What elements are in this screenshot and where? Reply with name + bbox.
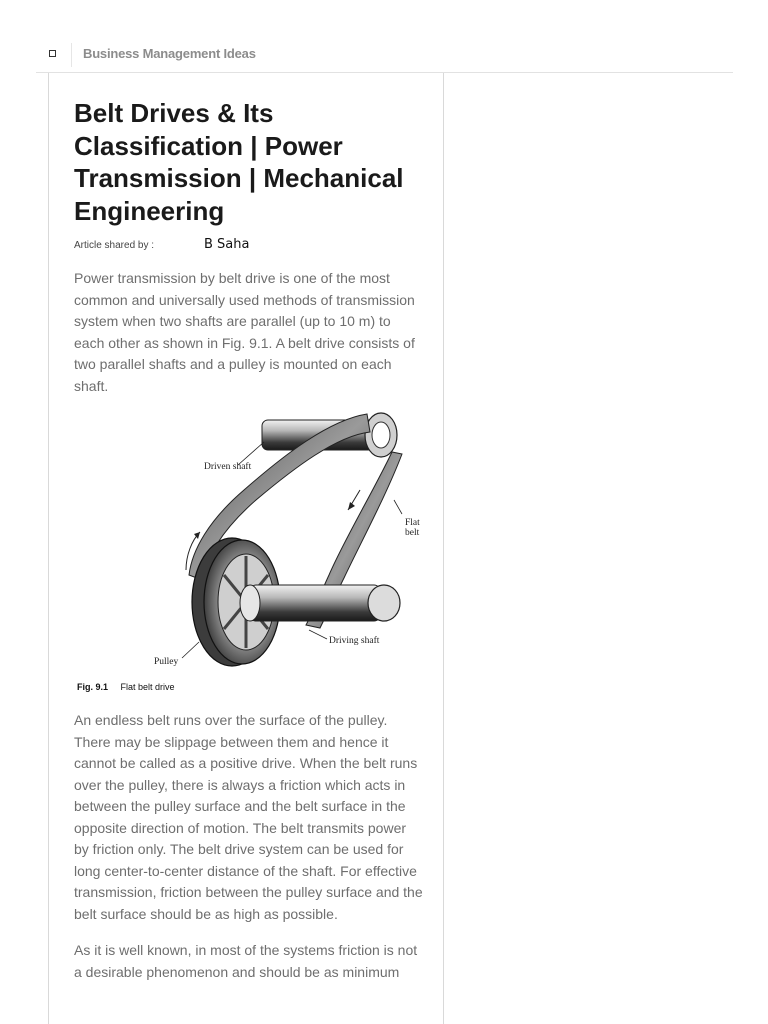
figure-caption [77,682,175,692]
menu-icon[interactable] [49,50,56,57]
article-paragraph-1: Power transmission by belt drive is one of the most common and universally used methods of transmission system when two shafts are parallel (up to 10 m) to each other as shown in Fig. 9.1. A belt drive consists of two parallel shafts and a pulley is mounted on each shaft. [74,270,415,394]
figure-belt-drive [74,410,424,700]
figure-caption-text: Flat belt drive [120,682,175,692]
label-driven-shaft: Driven shaft [204,462,252,472]
label-pulley: Pulley [154,657,179,667]
header-divider [71,43,72,67]
figure-number: Fig. 9.1 [77,682,109,692]
label-driving-shaft: Driving shaft [329,636,380,646]
article-title: Belt Drives & Its Classification | Power Transmission | Mechanical Engineering [74,98,404,226]
article-paragraph-2: An endless belt runs over the surface of the pulley. There may be slippage between them and hence it cannot be called as a positive drive. When the belt runs over the pulley, there is always a friction which acts in between the pulley surface and the belt surface in the opposite direction of motion. The belt transmits power by friction only. The belt drive system can be used for long center-to-center distance of the shaft. For effective transmission, friction between the pulley surface and the belt surface should be as high as possible. [74,712,423,922]
author-link[interactable]: B Saha [204,237,250,252]
byline-label: Article shared by : [74,240,155,251]
top-bar [0,0,768,74]
article-card [48,73,444,1024]
article-paragraph-3: As it is well known, in most of the systems friction is not a desirable phenomenon and should be as minimum [74,942,418,980]
site-name-link[interactable]: Business Management Ideas [83,46,256,61]
label-flat-belt: Flat belt [405,518,420,538]
